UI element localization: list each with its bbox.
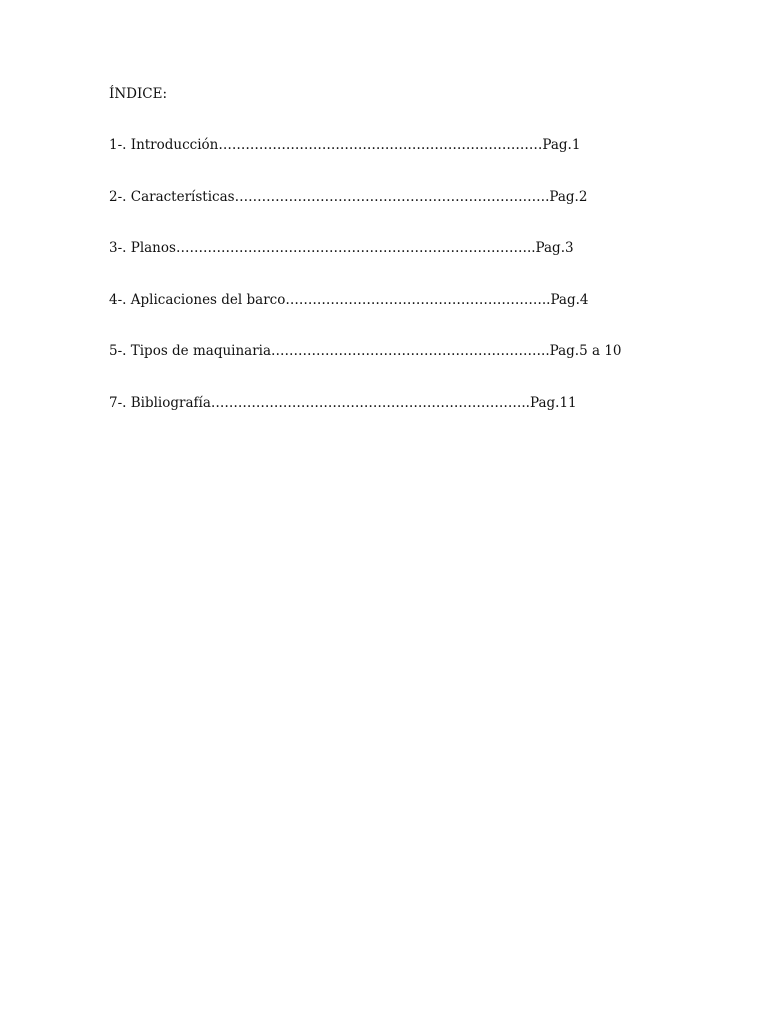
toc-entry-leader: …………………………………………………………….. xyxy=(210,394,530,411)
toc-entry xyxy=(109,342,622,360)
toc-entry xyxy=(109,239,622,257)
toc-entry-label: 1-. Introducción xyxy=(109,137,219,153)
toc-entry-page: Pag.3 xyxy=(535,240,574,257)
toc-entry-label: 5-. Tipos de maquinaria xyxy=(109,343,272,360)
toc-entry-leader: ……………………………………………………………. xyxy=(234,188,550,205)
toc-entry-page: Pag.4 xyxy=(550,291,589,308)
toc-entry-page: Pag.5 a 10 xyxy=(549,343,622,360)
toc-entry-page: Pag.2 xyxy=(549,188,588,205)
toc-entry-page: Pag.11 xyxy=(529,394,577,411)
toc-entry-label: 7-. Bibliografía xyxy=(109,394,211,411)
toc-entry-label: 3-. Planos xyxy=(109,240,176,257)
toc-entry xyxy=(109,394,622,412)
toc-entry-page: Pag.1 xyxy=(542,137,581,153)
toc-entry-leader: ……………………………………………………………… xyxy=(218,137,543,153)
toc-heading: ÍNDICE: xyxy=(109,86,168,102)
toc-entry-label: 2-. Características xyxy=(109,188,235,205)
toc-entry xyxy=(109,188,622,206)
toc-entry-leader: …………………………………………………………………….. xyxy=(175,240,536,257)
toc-entry-label: 4-. Aplicaciones del barco xyxy=(109,291,286,308)
toc-entry-leader: ………………………………………………….. xyxy=(285,291,551,308)
toc-entry-leader: …………………………………………………….. xyxy=(271,343,550,360)
toc-entry xyxy=(109,136,622,154)
toc-list xyxy=(109,136,622,446)
toc-entry xyxy=(109,291,622,309)
